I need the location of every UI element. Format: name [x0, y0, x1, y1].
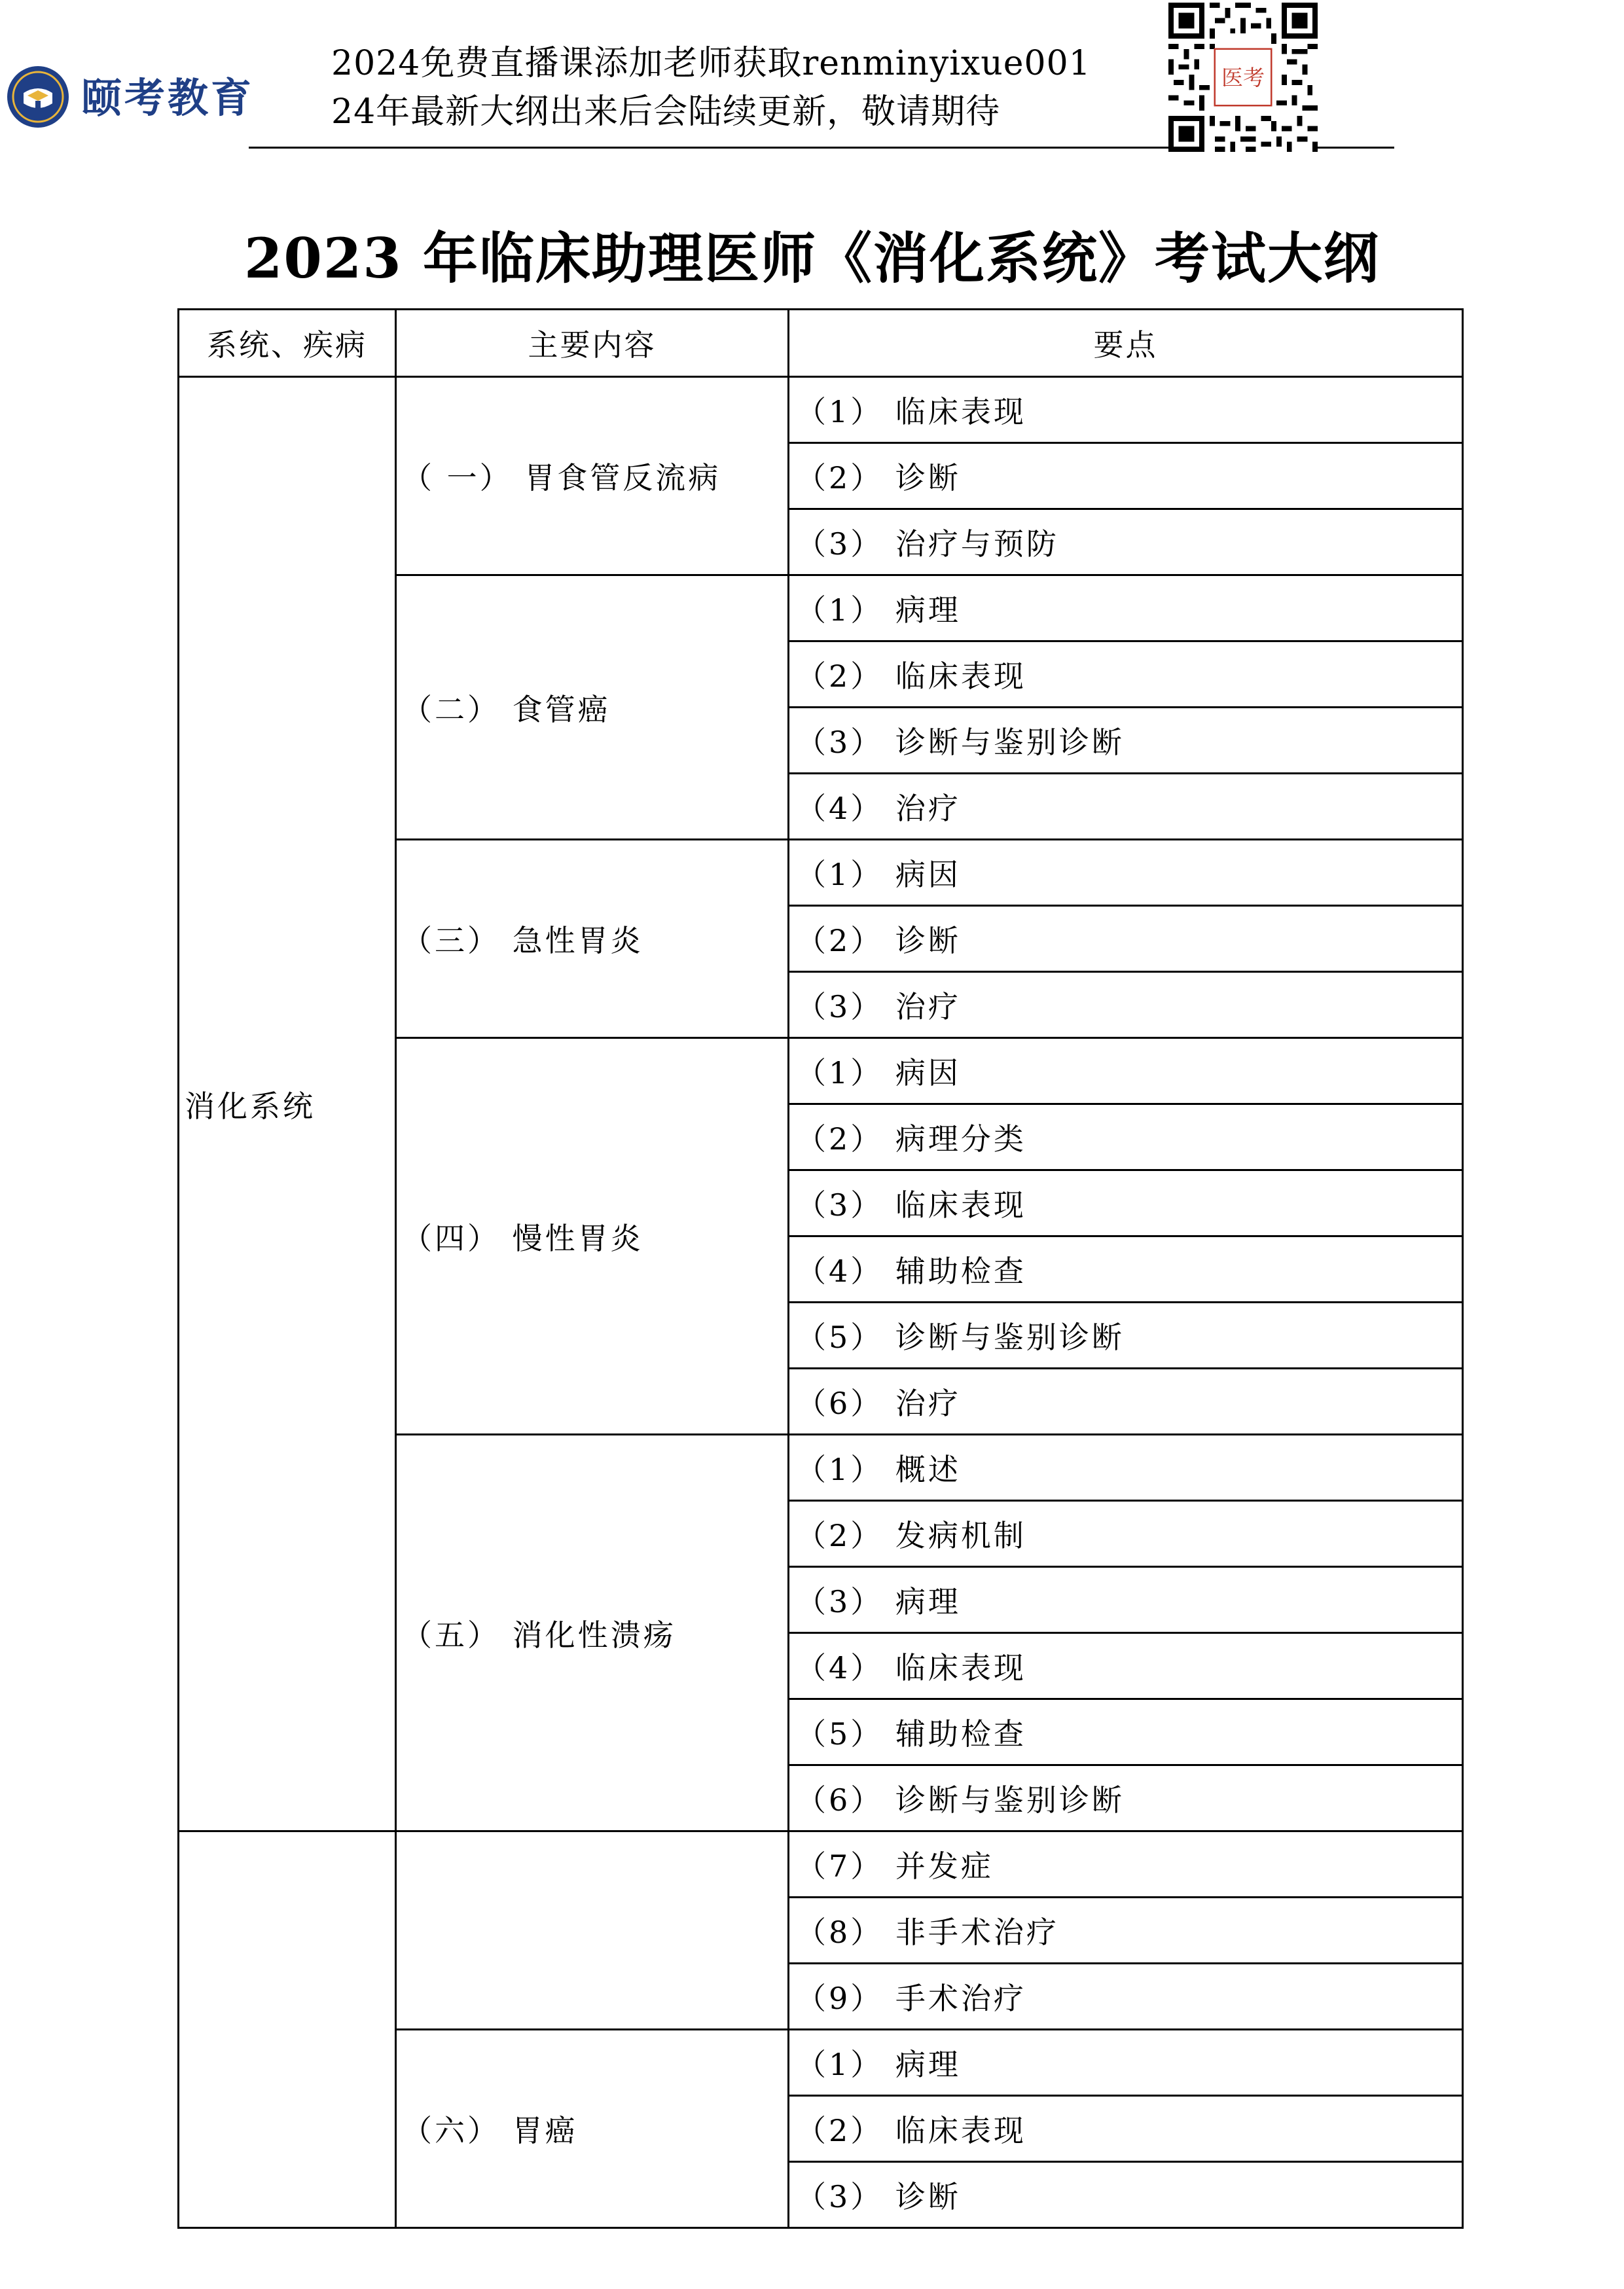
- key-point-cell: （9） 手术治疗: [789, 1964, 1463, 2030]
- brand-name: 颐考教育: [81, 74, 255, 122]
- key-point-cell: （3） 治疗与预防: [789, 509, 1463, 575]
- key-point-cell: （1） 病因: [789, 1038, 1463, 1104]
- key-point-cell: （2） 诊断: [789, 906, 1463, 972]
- topic-cell: （二） 食管癌: [396, 575, 789, 840]
- page-header: [0, 0, 1624, 157]
- key-point-cell: （6） 诊断与鉴别诊断: [789, 1765, 1463, 1831]
- key-point-cell: （7） 并发症: [789, 1831, 1463, 1898]
- key-point-cell: （3） 诊断: [789, 2162, 1463, 2228]
- key-point-cell: （6） 治疗: [789, 1369, 1463, 1435]
- key-point-cell: （5） 诊断与鉴别诊断: [789, 1303, 1463, 1369]
- topic-cell: （五） 消化性溃疡: [396, 1435, 789, 1831]
- promo-line-2: 24年最新大纲出来后会陆续更新，敬请期待: [331, 92, 1001, 132]
- key-point-cell: （3） 治疗: [789, 972, 1463, 1038]
- topic-cell: （四） 慢性胃炎: [396, 1038, 789, 1435]
- table-header-row: [179, 310, 1463, 377]
- key-point-cell: （3） 临床表现: [789, 1170, 1463, 1236]
- key-point-cell: （2） 临床表现: [789, 641, 1463, 708]
- key-point-cell: （8） 非手术治疗: [789, 1898, 1463, 1964]
- qr-center-label: 医考: [1221, 64, 1265, 90]
- exam-outline-table: [177, 308, 1464, 2229]
- column-header: 系统、疾病: [179, 310, 396, 377]
- key-point-cell: （1） 病理: [789, 2030, 1463, 2096]
- key-point-cell: （4） 临床表现: [789, 1633, 1463, 1699]
- table-row: [179, 1831, 1463, 1898]
- key-point-cell: （2） 临床表现: [789, 2096, 1463, 2162]
- topic-cell: （ 一） 胃食管反流病: [396, 377, 789, 575]
- table-row: [179, 377, 1463, 443]
- qr-code-icon[interactable]: [1168, 3, 1318, 152]
- column-header: 要点: [789, 310, 1463, 377]
- key-point-cell: （1） 病理: [789, 575, 1463, 641]
- key-point-cell: （5） 辅助检查: [789, 1699, 1463, 1765]
- key-point-cell: （3） 诊断与鉴别诊断: [789, 708, 1463, 774]
- page-title: 2023 年临床助理医师《消化系统》考试大纲: [244, 226, 1380, 291]
- key-point-cell: （2） 发病机制: [789, 1501, 1463, 1567]
- key-point-cell: （1） 病因: [789, 840, 1463, 906]
- key-point-cell: （2） 诊断: [789, 443, 1463, 509]
- system-cell: [179, 1831, 396, 2228]
- institution-emblem-icon: [5, 64, 71, 130]
- column-header: 主要内容: [396, 310, 789, 377]
- key-point-cell: （4） 治疗: [789, 774, 1463, 840]
- promo-line-1: 2024免费直播课添加老师获取renminyixue001: [331, 44, 1091, 83]
- key-point-cell: （1） 临床表现: [789, 377, 1463, 443]
- system-cell: 消化系统: [179, 377, 396, 1831]
- key-point-cell: （2） 病理分类: [789, 1104, 1463, 1170]
- topic-cell: （三） 急性胃炎: [396, 840, 789, 1038]
- topic-cell: （六） 胃癌: [396, 2030, 789, 2228]
- key-point-cell: （1） 概述: [789, 1435, 1463, 1501]
- topic-cell: [396, 1831, 789, 2030]
- key-point-cell: （3） 病理: [789, 1567, 1463, 1633]
- key-point-cell: （4） 辅助检查: [789, 1236, 1463, 1303]
